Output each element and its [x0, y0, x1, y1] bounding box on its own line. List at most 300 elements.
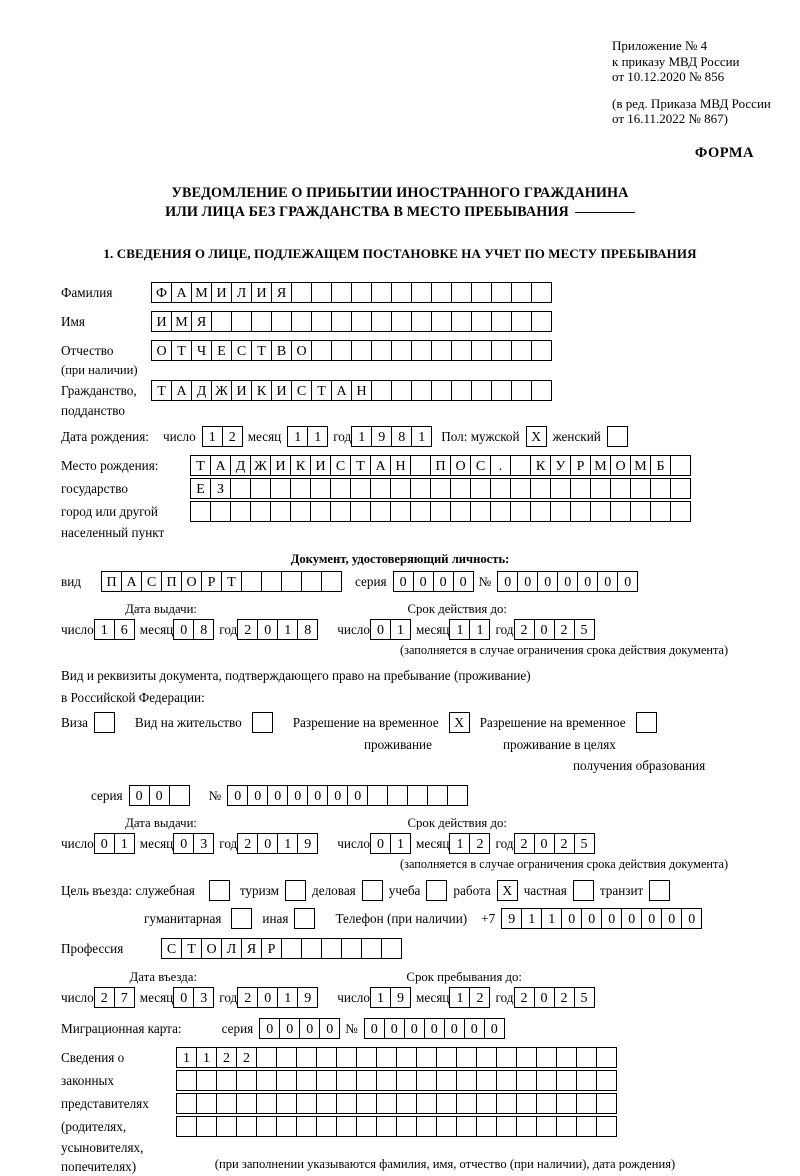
cell[interactable] — [496, 1116, 517, 1137]
cell[interactable] — [471, 282, 492, 303]
cell[interactable]: С — [470, 455, 491, 476]
patronymic-cells[interactable] — [151, 340, 551, 361]
residence-permit-checkbox[interactable] — [252, 712, 273, 733]
cell[interactable] — [491, 282, 512, 303]
cell[interactable] — [451, 282, 472, 303]
cell[interactable]: П — [101, 571, 122, 592]
cell[interactable]: 0 — [299, 1018, 320, 1039]
cell[interactable] — [341, 938, 362, 959]
stay-year-cells[interactable] — [514, 987, 594, 1008]
cell[interactable] — [321, 571, 342, 592]
id-series-cells[interactable] — [393, 571, 473, 592]
cell[interactable] — [190, 501, 211, 522]
cell[interactable]: 2 — [222, 426, 243, 447]
cell[interactable]: Б — [650, 455, 671, 476]
cell[interactable]: 7 — [114, 987, 135, 1008]
cell[interactable]: 1 — [196, 1047, 217, 1068]
cell[interactable] — [490, 501, 511, 522]
cell[interactable] — [316, 1093, 337, 1114]
cell[interactable] — [630, 501, 651, 522]
cell[interactable] — [176, 1116, 197, 1137]
cell[interactable]: 2 — [469, 987, 490, 1008]
purpose-tourism-checkbox[interactable] — [285, 880, 306, 901]
cell[interactable] — [276, 1116, 297, 1137]
cell[interactable]: 0 — [149, 785, 170, 806]
cell[interactable]: 6 — [114, 619, 135, 640]
cell[interactable]: П — [430, 455, 451, 476]
cell[interactable]: 3 — [193, 987, 214, 1008]
cell[interactable]: 1 — [541, 908, 562, 929]
cell[interactable] — [270, 478, 291, 499]
cell[interactable]: 1 — [449, 619, 470, 640]
cell[interactable] — [496, 1047, 517, 1068]
id-valid-month-cells[interactable] — [449, 619, 489, 640]
cell[interactable]: 5 — [574, 833, 595, 854]
cell[interactable] — [270, 501, 291, 522]
cell[interactable]: М — [191, 282, 212, 303]
cell[interactable]: 0 — [534, 833, 555, 854]
stay-month-cells[interactable] — [449, 987, 489, 1008]
cell[interactable] — [670, 478, 691, 499]
cell[interactable] — [356, 1070, 377, 1091]
cell[interactable]: 1 — [449, 987, 470, 1008]
cell[interactable] — [231, 311, 252, 332]
cell[interactable]: 0 — [534, 619, 555, 640]
cell[interactable]: 1 — [176, 1047, 197, 1068]
entry-month-cells[interactable] — [173, 987, 213, 1008]
cell[interactable] — [296, 1047, 317, 1068]
cell[interactable]: 1 — [390, 833, 411, 854]
cell[interactable] — [530, 478, 551, 499]
cell[interactable]: 3 — [193, 833, 214, 854]
cell[interactable] — [336, 1047, 357, 1068]
cell[interactable]: П — [161, 571, 182, 592]
cell[interactable] — [436, 1047, 457, 1068]
cell[interactable] — [376, 1047, 397, 1068]
cell[interactable]: 0 — [497, 571, 518, 592]
citizenship-cells[interactable] — [151, 380, 551, 401]
cell[interactable] — [470, 501, 491, 522]
cell[interactable]: Т — [190, 455, 211, 476]
cell[interactable]: Ф — [151, 282, 172, 303]
entry-day-cells[interactable] — [94, 987, 134, 1008]
cell[interactable] — [491, 380, 512, 401]
cell[interactable] — [390, 501, 411, 522]
cell[interactable] — [376, 1116, 397, 1137]
cell[interactable]: 0 — [517, 571, 538, 592]
cell[interactable] — [491, 340, 512, 361]
cell[interactable] — [630, 478, 651, 499]
cell[interactable]: И — [231, 380, 252, 401]
cell[interactable]: Р — [201, 571, 222, 592]
cell[interactable]: 2 — [94, 987, 115, 1008]
cell[interactable]: 0 — [561, 908, 582, 929]
cell[interactable]: 0 — [557, 571, 578, 592]
cell[interactable]: О — [201, 938, 222, 959]
cell[interactable] — [407, 785, 428, 806]
cell[interactable] — [456, 1047, 477, 1068]
cell[interactable]: 2 — [514, 619, 535, 640]
cell[interactable] — [451, 311, 472, 332]
cell[interactable] — [241, 571, 262, 592]
id-issue-year-cells[interactable] — [237, 619, 317, 640]
cell[interactable] — [211, 311, 232, 332]
cell[interactable] — [436, 1116, 457, 1137]
cell[interactable]: М — [630, 455, 651, 476]
cell[interactable]: 0 — [227, 785, 248, 806]
cell[interactable]: 9 — [297, 833, 318, 854]
cell[interactable] — [276, 1070, 297, 1091]
cell[interactable] — [236, 1070, 257, 1091]
cell[interactable]: 2 — [237, 987, 258, 1008]
cell[interactable] — [291, 282, 312, 303]
cell[interactable] — [396, 1116, 417, 1137]
cell[interactable]: К — [290, 455, 311, 476]
cell[interactable] — [371, 380, 392, 401]
cell[interactable] — [391, 311, 412, 332]
cell[interactable] — [310, 501, 331, 522]
cell[interactable]: А — [121, 571, 142, 592]
cell[interactable] — [410, 478, 431, 499]
cell[interactable] — [530, 501, 551, 522]
cell[interactable]: 0 — [464, 1018, 485, 1039]
cell[interactable]: 0 — [279, 1018, 300, 1039]
cell[interactable]: 0 — [319, 1018, 340, 1039]
id-issue-month-cells[interactable] — [173, 619, 213, 640]
cell[interactable] — [216, 1116, 237, 1137]
cell[interactable]: Т — [221, 571, 242, 592]
cell[interactable]: 9 — [501, 908, 522, 929]
cell[interactable]: 0 — [413, 571, 434, 592]
cell[interactable]: У — [550, 455, 571, 476]
cell[interactable] — [330, 478, 351, 499]
cell[interactable]: И — [211, 282, 232, 303]
cell[interactable]: 1 — [94, 619, 115, 640]
cell[interactable] — [590, 478, 611, 499]
cell[interactable]: 2 — [237, 619, 258, 640]
cell[interactable]: 0 — [581, 908, 602, 929]
cell[interactable] — [381, 938, 402, 959]
cell[interactable] — [550, 478, 571, 499]
cell[interactable] — [450, 501, 471, 522]
cell[interactable] — [516, 1047, 537, 1068]
edu-residence-checkbox[interactable] — [636, 712, 657, 733]
cell[interactable] — [391, 282, 412, 303]
cell[interactable] — [556, 1070, 577, 1091]
cell[interactable]: О — [151, 340, 172, 361]
visa-checkbox[interactable] — [94, 712, 115, 733]
purpose-private-checkbox[interactable] — [573, 880, 594, 901]
cell[interactable] — [431, 282, 452, 303]
cell[interactable] — [356, 1047, 377, 1068]
cell[interactable]: Т — [350, 455, 371, 476]
cell[interactable] — [367, 785, 388, 806]
cell[interactable] — [576, 1093, 597, 1114]
cell[interactable] — [196, 1116, 217, 1137]
cell[interactable] — [356, 1116, 377, 1137]
cell[interactable] — [471, 380, 492, 401]
legal-rep-line-4-cells[interactable] — [176, 1116, 616, 1137]
cell[interactable] — [416, 1047, 437, 1068]
cell[interactable] — [556, 1116, 577, 1137]
cell[interactable]: С — [231, 340, 252, 361]
cell[interactable] — [576, 1116, 597, 1137]
cell[interactable] — [516, 1116, 537, 1137]
cell[interactable]: 0 — [370, 619, 391, 640]
permit-series-cells[interactable] — [129, 785, 189, 806]
cell[interactable] — [271, 311, 292, 332]
cell[interactable] — [556, 1047, 577, 1068]
cell[interactable] — [456, 1116, 477, 1137]
cell[interactable]: Е — [190, 478, 211, 499]
cell[interactable] — [196, 1070, 217, 1091]
cell[interactable]: Я — [271, 282, 292, 303]
cell[interactable]: 0 — [444, 1018, 465, 1039]
cell[interactable] — [511, 380, 532, 401]
cell[interactable]: И — [151, 311, 172, 332]
cell[interactable] — [536, 1093, 557, 1114]
cell[interactable]: Ж — [250, 455, 271, 476]
cell[interactable] — [511, 311, 532, 332]
cell[interactable] — [216, 1070, 237, 1091]
cell[interactable] — [250, 501, 271, 522]
cell[interactable] — [496, 1070, 517, 1091]
cell[interactable] — [296, 1093, 317, 1114]
id-valid-day-cells[interactable] — [370, 619, 410, 640]
cell[interactable] — [370, 478, 391, 499]
cell[interactable]: А — [331, 380, 352, 401]
permit-valid-day-cells[interactable] — [370, 833, 410, 854]
cell[interactable]: 0 — [257, 619, 278, 640]
cell[interactable]: Р — [570, 455, 591, 476]
id-kind-cells[interactable] — [101, 571, 341, 592]
cell[interactable] — [376, 1093, 397, 1114]
cell[interactable] — [250, 478, 271, 499]
cell[interactable]: Т — [151, 380, 172, 401]
cell[interactable] — [396, 1047, 417, 1068]
cell[interactable] — [456, 1070, 477, 1091]
cell[interactable] — [447, 785, 468, 806]
cell[interactable]: 0 — [384, 1018, 405, 1039]
cell[interactable]: 0 — [370, 833, 391, 854]
cell[interactable]: М — [171, 311, 192, 332]
id-number-cells[interactable] — [497, 571, 637, 592]
birth-year-cells[interactable] — [351, 426, 431, 447]
cell[interactable]: 1 — [114, 833, 135, 854]
cell[interactable]: О — [450, 455, 471, 476]
cell[interactable] — [511, 340, 532, 361]
cell[interactable]: 1 — [277, 987, 298, 1008]
cell[interactable] — [531, 282, 552, 303]
cell[interactable]: 0 — [453, 571, 474, 592]
cell[interactable]: А — [210, 455, 231, 476]
cell[interactable]: 0 — [393, 571, 414, 592]
cell[interactable] — [496, 1093, 517, 1114]
cell[interactable] — [176, 1070, 197, 1091]
cell[interactable] — [511, 282, 532, 303]
cell[interactable] — [531, 311, 552, 332]
birth-day-cells[interactable] — [202, 426, 242, 447]
cell[interactable] — [436, 1070, 457, 1091]
cell[interactable]: 2 — [514, 833, 535, 854]
cell[interactable]: 0 — [173, 987, 194, 1008]
cell[interactable] — [230, 478, 251, 499]
temp-residence-checkbox[interactable]: X — [449, 712, 470, 733]
cell[interactable]: 0 — [534, 987, 555, 1008]
cell[interactable]: 2 — [554, 619, 575, 640]
cell[interactable] — [351, 282, 372, 303]
cell[interactable] — [451, 380, 472, 401]
cell[interactable]: 8 — [193, 619, 214, 640]
cell[interactable] — [536, 1116, 557, 1137]
cell[interactable] — [411, 340, 432, 361]
cell[interactable] — [450, 478, 471, 499]
cell[interactable]: 0 — [433, 571, 454, 592]
cell[interactable] — [330, 501, 351, 522]
cell[interactable]: 2 — [554, 833, 575, 854]
cell[interactable]: 1 — [287, 426, 308, 447]
cell[interactable] — [456, 1093, 477, 1114]
cell[interactable]: Е — [211, 340, 232, 361]
purpose-business-checkbox[interactable] — [362, 880, 383, 901]
purpose-other-checkbox[interactable] — [294, 908, 315, 929]
entry-year-cells[interactable] — [237, 987, 317, 1008]
cell[interactable]: 1 — [521, 908, 542, 929]
cell[interactable] — [310, 478, 331, 499]
cell[interactable]: С — [161, 938, 182, 959]
cell[interactable] — [430, 478, 451, 499]
cell[interactable]: С — [330, 455, 351, 476]
cell[interactable]: 1 — [351, 426, 372, 447]
cell[interactable]: 0 — [641, 908, 662, 929]
cell[interactable] — [396, 1093, 417, 1114]
cell[interactable]: Т — [251, 340, 272, 361]
cell[interactable] — [371, 340, 392, 361]
cell[interactable]: А — [171, 282, 192, 303]
purpose-study-checkbox[interactable] — [426, 880, 447, 901]
cell[interactable] — [670, 501, 691, 522]
cell[interactable]: 9 — [371, 426, 392, 447]
cell[interactable]: Т — [181, 938, 202, 959]
cell[interactable] — [476, 1116, 497, 1137]
legal-rep-line-3-cells[interactable] — [176, 1093, 616, 1114]
cell[interactable] — [351, 311, 372, 332]
cell[interactable] — [471, 311, 492, 332]
cell[interactable]: Н — [390, 455, 411, 476]
cell[interactable] — [431, 380, 452, 401]
cell[interactable] — [610, 501, 631, 522]
cell[interactable] — [610, 478, 631, 499]
cell[interactable] — [256, 1047, 277, 1068]
cell[interactable] — [301, 938, 322, 959]
cell[interactable] — [321, 938, 342, 959]
cell[interactable] — [416, 1093, 437, 1114]
cell[interactable] — [596, 1093, 617, 1114]
profession-cells[interactable] — [161, 938, 401, 959]
cell[interactable]: 1 — [370, 987, 391, 1008]
cell[interactable] — [331, 311, 352, 332]
cell[interactable]: 5 — [574, 987, 595, 1008]
cell[interactable] — [176, 1093, 197, 1114]
cell[interactable]: О — [291, 340, 312, 361]
cell[interactable] — [536, 1070, 557, 1091]
cell[interactable] — [331, 340, 352, 361]
cell[interactable] — [291, 311, 312, 332]
cell[interactable]: И — [270, 455, 291, 476]
cell[interactable] — [570, 478, 591, 499]
cell[interactable]: 0 — [307, 785, 328, 806]
cell[interactable] — [336, 1093, 357, 1114]
cell[interactable]: 1 — [307, 426, 328, 447]
cell[interactable] — [510, 478, 531, 499]
cell[interactable]: И — [251, 282, 272, 303]
cell[interactable]: 0 — [621, 908, 642, 929]
cell[interactable] — [531, 340, 552, 361]
cell[interactable] — [316, 1070, 337, 1091]
cell[interactable] — [556, 1093, 577, 1114]
cell[interactable] — [410, 501, 431, 522]
cell[interactable] — [256, 1093, 277, 1114]
cell[interactable]: А — [370, 455, 391, 476]
cell[interactable] — [316, 1047, 337, 1068]
cell[interactable] — [470, 478, 491, 499]
cell[interactable]: 1 — [277, 619, 298, 640]
cell[interactable] — [311, 282, 332, 303]
cell[interactable]: Д — [191, 380, 212, 401]
cell[interactable]: Н — [351, 380, 372, 401]
cell[interactable] — [169, 785, 190, 806]
permit-issue-day-cells[interactable] — [94, 833, 134, 854]
cell[interactable]: 1 — [390, 619, 411, 640]
cell[interactable] — [316, 1116, 337, 1137]
permit-valid-month-cells[interactable] — [449, 833, 489, 854]
cell[interactable] — [350, 478, 371, 499]
permit-number-cells[interactable] — [227, 785, 467, 806]
cell[interactable] — [391, 380, 412, 401]
cell[interactable] — [256, 1070, 277, 1091]
cell[interactable]: 2 — [236, 1047, 257, 1068]
cell[interactable] — [391, 340, 412, 361]
cell[interactable] — [261, 571, 282, 592]
cell[interactable]: М — [590, 455, 611, 476]
cell[interactable] — [351, 340, 372, 361]
cell[interactable] — [411, 311, 432, 332]
cell[interactable]: 0 — [247, 785, 268, 806]
purpose-service-checkbox[interactable] — [209, 880, 230, 901]
cell[interactable]: К — [251, 380, 272, 401]
cell[interactable] — [576, 1070, 597, 1091]
cell[interactable]: Я — [241, 938, 262, 959]
cell[interactable] — [510, 501, 531, 522]
purpose-humanitarian-checkbox[interactable] — [231, 908, 252, 929]
birth-month-cells[interactable] — [287, 426, 327, 447]
cell[interactable]: 0 — [597, 571, 618, 592]
migration-series-cells[interactable] — [259, 1018, 339, 1039]
cell[interactable] — [370, 501, 391, 522]
cell[interactable]: С — [141, 571, 162, 592]
cell[interactable] — [596, 1047, 617, 1068]
cell[interactable] — [596, 1116, 617, 1137]
cell[interactable] — [387, 785, 408, 806]
cell[interactable]: 2 — [216, 1047, 237, 1068]
cell[interactable] — [371, 311, 392, 332]
birth-place-line-3-cells[interactable] — [190, 501, 690, 522]
cell[interactable] — [670, 455, 691, 476]
cell[interactable] — [471, 340, 492, 361]
cell[interactable]: В — [271, 340, 292, 361]
cell[interactable] — [490, 478, 511, 499]
cell[interactable] — [301, 571, 322, 592]
